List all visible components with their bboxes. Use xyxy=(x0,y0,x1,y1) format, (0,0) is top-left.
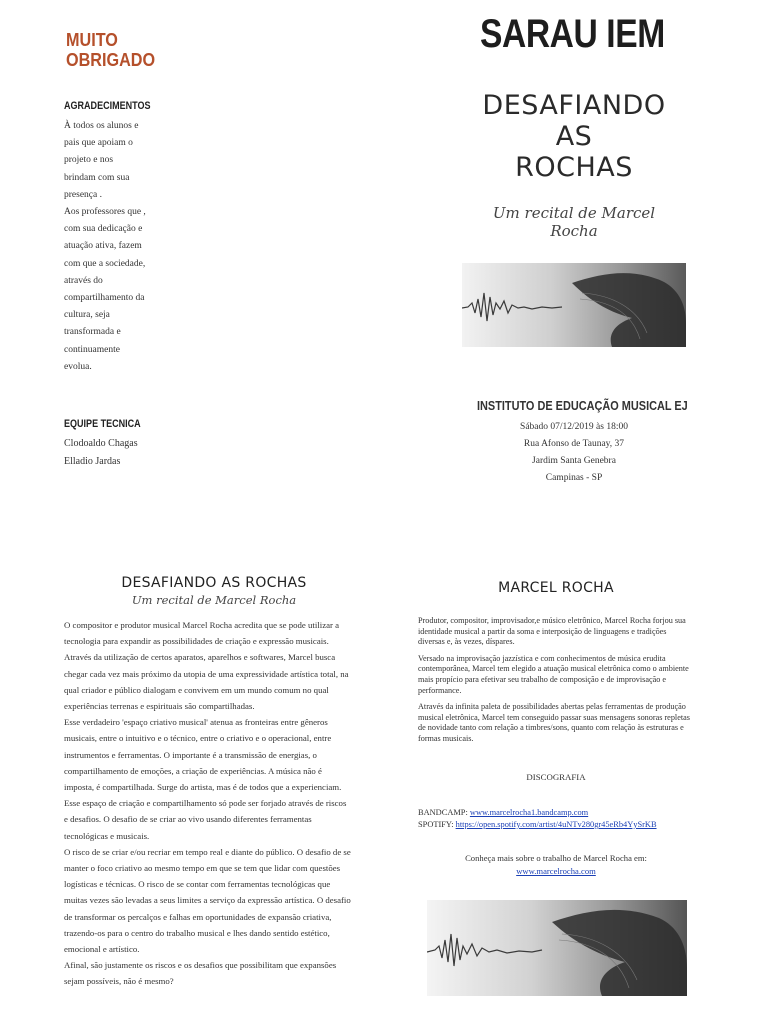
article-paragraph: Esse espaço de criação e compartilhamento só pode ser forjado através de riscos e desafios. O desafio de se criar ao vivo usando diferentes ferramentas tecnológicas e musicais. xyxy=(64,798,347,841)
spotify-line xyxy=(418,820,657,829)
event-subtitle-line: Um recital de Marcel xyxy=(492,204,656,222)
venue-city: Campinas - SP xyxy=(545,473,603,483)
performance-photo-bottom xyxy=(427,900,687,996)
discography-heading: DISCOGRAFIA xyxy=(526,772,586,782)
bio-paragraph: Versado na improvisação jazzística e com conhecimentos de música erudita contemporânea, Marcel tem elegido a atuação musical eletrônica como o ambiente mais propício para efetivar seu trabalho de composição e de improvisação e performance. xyxy=(418,653,689,695)
ack-line: com que a sociedade, xyxy=(64,258,146,269)
bandcamp-label: BANDCAMP: xyxy=(418,808,470,817)
thanks-heading xyxy=(66,30,155,70)
ack-line: cultura, seja xyxy=(64,310,110,321)
bandcamp-link[interactable]: www.marcelrocha1.bandcamp.com xyxy=(469,808,589,817)
more-info-text: Conheça mais sobre o trabalho de Marcel Rocha em: xyxy=(465,853,647,863)
article-paragraph: O compositor e produtor musical Marcel Rocha acredita que se pode utilizar a tecnologia para expandir as possibilidades de criação e expressão musicais. Através da utilização de certos aparatos, aparelhos e softwares, Marcel busca chegar cada vez mais próximo da utopia de uma expressividade artística total, na qual criador e público dialogam e convivem em um mundo comum no qual experiências terrenas e espirituais são compartilhadas. xyxy=(64,620,349,712)
event-title-line: AS xyxy=(555,121,593,152)
article-title: DESAFIANDO AS ROCHAS xyxy=(121,575,307,591)
bio-body xyxy=(418,616,694,751)
ack-line: continuamente xyxy=(64,344,120,355)
ack-line: atuação ativa, fazem xyxy=(64,241,142,252)
event-title-line: DESAFIANDO xyxy=(482,90,666,121)
bio-title: MARCEL ROCHA xyxy=(498,580,614,596)
organizer-title: SARAU IEM xyxy=(480,12,665,56)
event-title xyxy=(460,90,688,183)
event-title-line: ROCHAS xyxy=(515,152,633,183)
ack-line: compartilhamento da xyxy=(64,293,145,304)
event-date: Sábado 07/12/2019 às 18:00 xyxy=(520,422,628,432)
bio-paragraph: Através da infinita paleta de possibilidades abertas pelas ferramentas de produção musical eletrônica, Marcel tem conseguido passar suas mensagens sonoras repletas de novidade tanto com relação a timbres/sons, quanto com relação às estruturas e formas musicais. xyxy=(418,702,690,743)
team-member: Elladio Jardas xyxy=(64,456,121,467)
spotify-link[interactable]: https://open.spotify.com/artist/4uNTv280gr45eRb4YySrKB xyxy=(455,820,657,829)
article-body xyxy=(64,617,352,990)
thanks-line-2: OBRIGADO xyxy=(66,50,156,70)
ack-line: com sua dedicação e xyxy=(64,224,143,235)
spotify-label: SPOTIFY: xyxy=(418,820,456,829)
ack-line: presença . xyxy=(64,189,102,200)
ack-line: evolua. xyxy=(64,361,92,372)
article-paragraph: Afinal, são justamente os riscos e os desafios que possibilitam que expansões sejam possíveis, não é mesmo? xyxy=(64,960,337,987)
technical-team-heading: EQUIPE TECNICA xyxy=(64,418,141,430)
ack-line: transformada e xyxy=(64,327,121,338)
performance-photo xyxy=(462,263,686,347)
acknowledgements-heading: AGRADECIMENTOS xyxy=(64,100,151,112)
ack-line: Aos professores que , xyxy=(64,207,146,218)
bandcamp-line xyxy=(418,808,588,817)
ack-line: brindam com sua xyxy=(64,172,130,183)
website-link[interactable]: www.marcelrocha.com xyxy=(516,866,596,876)
article-paragraph: O risco de se criar e/ou recriar em tempo real e diante do público. O desafio de se manter o foco criativo ao mesmo tempo em que se tem que lidar com questões logísticas e técnicas. O risco de se contar com ferramentas tecnológicas que muitas vezes são levadas a seus limites a serviço da expressão artística. O desafio de transformar os percalços e falhas em oportunidades de expansão criativa, trazendo-os para o centro do trabalho musical e lhes dando sentido estético, emocional e artístico. xyxy=(64,846,351,955)
venue-name: INSTITUTO DE EDUCAÇÃO MUSICAL EJ xyxy=(477,398,688,413)
event-subtitle-line: Rocha xyxy=(550,222,598,240)
thanks-line-1: MUITO xyxy=(66,30,118,50)
team-member: Clodoaldo Chagas xyxy=(64,438,138,449)
ack-line: pais que apoiam o xyxy=(64,138,133,149)
venue-address: Rua Afonso de Taunay, 37 xyxy=(523,439,625,449)
venue-neighborhood: Jardim Santa Genebra xyxy=(532,456,616,466)
article-subtitle: Um recital de Marcel Rocha xyxy=(131,593,297,607)
event-subtitle xyxy=(460,204,688,240)
ack-line: À todos os alunos e xyxy=(64,121,139,131)
acknowledgements-text xyxy=(64,118,160,376)
ack-line: através do xyxy=(64,275,103,286)
article-paragraph: Esse verdadeiro 'espaço criativo musical' atenua as fronteiras entre gêneros musicais, entre o intuitivo e o técnico, entre o criativo e o operacional, entre instrumentos e ferramentas. O importante é a transmissão de energias, o compartilhamento de emoções, a criação de experiências. A música não é imposta, é compartilhada. Surge do artista, mas é de todos que a experienciam. xyxy=(64,717,342,793)
more-info-line xyxy=(418,866,694,876)
ack-line: projeto e nos xyxy=(64,155,114,166)
bio-paragraph: Produtor, compositor, improvisador,e músico eletrônico, Marcel Rocha forjou sua identidade musical a partir da soma e interposição de linguagens e tradições diversas e, às vezes, díspares. xyxy=(418,616,686,647)
